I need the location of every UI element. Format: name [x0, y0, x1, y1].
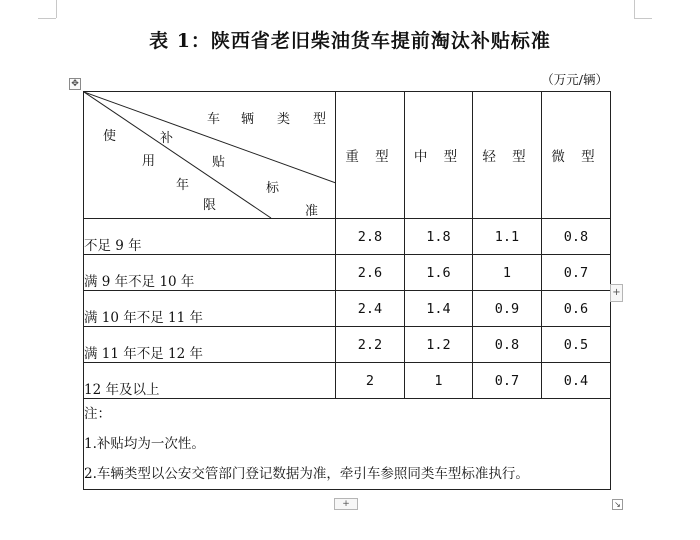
header-vehicle-char-3: 类: [277, 112, 291, 127]
cell-value: 2.8: [336, 219, 405, 255]
note-item: 1.补贴均为一次性。: [84, 436, 205, 452]
cell-value: 0.9: [473, 291, 542, 327]
cell-value: 1.1: [473, 219, 542, 255]
table-move-handle-icon[interactable]: ✥: [69, 78, 81, 90]
document-title: 表 1：陕西省老旧柴油货车提前淘汰补贴标准: [149, 30, 551, 52]
cell-value: 0.8: [542, 219, 611, 255]
table-row: [84, 291, 611, 327]
cell-value: 2.4: [336, 291, 405, 327]
cell-value: 2.2: [336, 327, 405, 363]
cell-value: 0.8: [473, 327, 542, 363]
cell-value: 2: [336, 363, 405, 399]
column-header-light: 轻 型: [473, 92, 542, 219]
diagonal-line-upper: [84, 92, 336, 183]
header-years-char-4: 限: [203, 198, 217, 213]
diagonal-header-cell: [84, 92, 336, 219]
add-row-button[interactable]: +: [334, 498, 358, 510]
crop-mark-top-left-h: [38, 18, 56, 19]
row-label: 满 10 年不足 11 年: [84, 291, 336, 327]
header-vehicle-char-4: 型: [313, 112, 327, 127]
notes-row: [84, 399, 611, 490]
crop-mark-top-right: [634, 0, 635, 18]
row-label: 12 年及以上: [84, 363, 336, 399]
header-subsidy-char-4: 准: [305, 204, 319, 219]
column-header-medium: 中 型: [405, 92, 473, 219]
header-years-char-3: 年: [176, 178, 190, 193]
cell-value: 1.4: [405, 291, 473, 327]
cell-value: 0.6: [542, 291, 611, 327]
cell-value: 0.5: [542, 327, 611, 363]
unit-label: （万元/辆）: [541, 72, 608, 87]
header-subsidy-char-2: 贴: [212, 155, 226, 170]
header-subsidy-char-1: 补: [160, 131, 174, 146]
note-item: 2.车辆类型以公安交管部门登记数据为准，牵引车参照同类车型标准执行。: [84, 466, 529, 482]
notes-cell: [84, 399, 611, 490]
header-subsidy-char-3: 标: [266, 181, 280, 196]
header-years-char-2: 用: [142, 154, 156, 169]
table-row: [84, 255, 611, 291]
header-vehicle-char-2: 辆: [241, 112, 255, 127]
cell-value: 2.6: [336, 255, 405, 291]
cell-value: 0.7: [473, 363, 542, 399]
row-label: 不足 9 年: [84, 219, 336, 255]
subsidy-table: [83, 91, 611, 490]
cell-value: 1: [405, 363, 473, 399]
crop-mark-top-left: [56, 0, 57, 18]
row-label: 满 9 年不足 10 年: [84, 255, 336, 291]
crop-mark-top-right-h: [634, 18, 652, 19]
table-row: [84, 327, 611, 363]
header-vehicle-char-1: 车: [207, 112, 221, 127]
table-resize-handle-icon[interactable]: ↘: [612, 499, 623, 510]
column-header-mini: 微 型: [542, 92, 611, 219]
header-years-char-1: 使: [103, 129, 117, 144]
cell-value: 0.4: [542, 363, 611, 399]
cell-value: 1.6: [405, 255, 473, 291]
notes-heading: 注：: [84, 406, 111, 422]
cell-value: 1.8: [405, 219, 473, 255]
add-column-button[interactable]: +: [610, 284, 623, 302]
column-header-heavy: 重 型: [336, 92, 405, 219]
table-row: [84, 363, 611, 399]
cell-value: 1: [473, 255, 542, 291]
row-label: 满 11 年不足 12 年: [84, 327, 336, 363]
table-header-row: [84, 92, 611, 219]
cell-value: 1.2: [405, 327, 473, 363]
table-row: [84, 219, 611, 255]
cell-value: 0.7: [542, 255, 611, 291]
